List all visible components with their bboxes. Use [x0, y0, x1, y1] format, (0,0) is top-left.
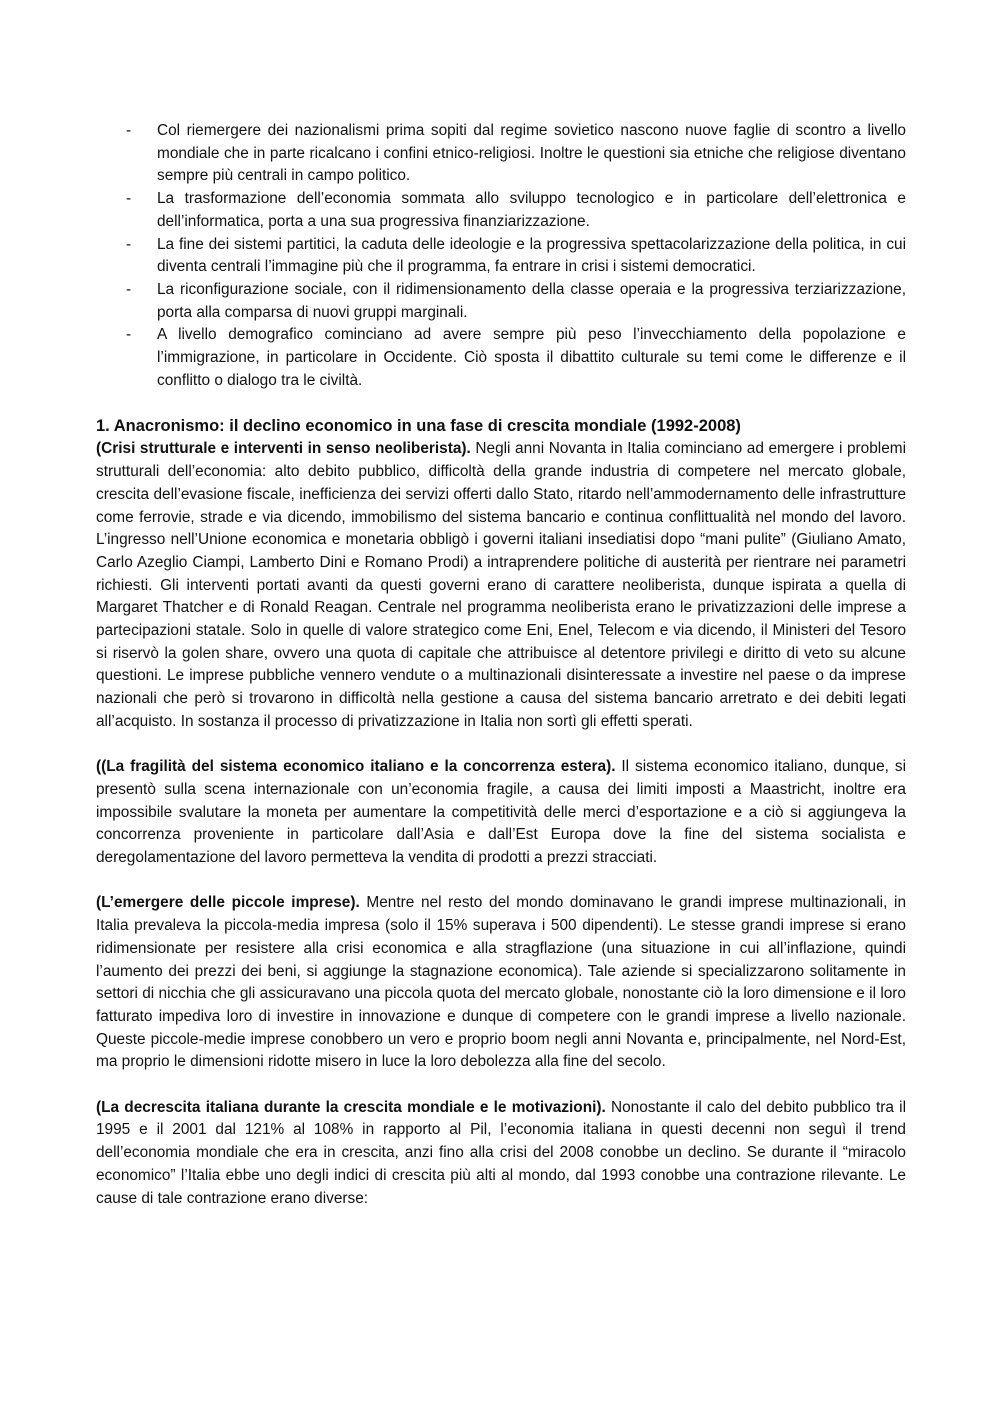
list-item-text: La trasformazione dell’economia sommata allo sviluppo tecnologico e in particolare dell’elettronica e dell’informatica, porta a una sua progressiva finanziarizzazione.	[157, 190, 906, 230]
bullet-list	[96, 120, 906, 392]
paragraph-privatizations	[96, 438, 906, 733]
list-item-text: A livello demografico cominciano ad avere sempre più peso l’invecchiamento della popolazione e l’immigrazione, in particolare in Occidente. Ciò sposta il dibattito culturale su temi come le differenze e il conflitto o dialogo tra le civiltà.	[157, 326, 906, 389]
list-item-text: La fine dei sistemi partitici, la caduta delle ideologie e la progressiva spettacolarizzazione della politica, in cui diventa centrali l’immagine più che il programma, fa entrare in crisi i sistemi democratici.	[157, 235, 906, 276]
paragraph-heading: (L’emergere delle piccole imprese).	[96, 894, 360, 912]
bullet-marker: -	[126, 122, 132, 139]
paragraph-body: Il sistema economico italiano, dunque, si presentò sulla scena internazionale con un’economia fragile, a causa dei limiti imposti a Maastricht, inoltre era impossibile svalutare la moneta per aumentare la competitività delle merci d’esportazione e a ciò si aggiungeva la concorrenza proveniente in particolare dall’Asia e dall’Est Europa dove la fine del sistema socialista e deregolamentazione del lavoro permetteva la vendita di prodotti a prezzi stracciati.	[96, 758, 906, 867]
paragraph-decline	[96, 1097, 906, 1211]
list-item	[96, 279, 906, 324]
paragraph-spacer	[96, 870, 906, 893]
header-mark	[480, 0, 520, 6]
paragraph-heading: ((La fragilità del sistema economico italiano e la concorrenza estera).	[96, 758, 616, 776]
list-item	[96, 324, 906, 392]
paragraph-body: Nonostante il calo del debito pubblico tra il 1995 e il 2001 dal 121% al 108% in rapporto al Pil, l’economia italiana in questi decenni non seguì il trend dell’economia mondiale che era in crescita, anzi fino alla crisi del 2008 conobbe un declino. Se durante il “miracolo economico” l’Italia ebbe uno degli indici di crescita più alti al mondo, dal 1993 conobbe una contrazione rilevante. Le cause di tale contrazione erano diverse:	[96, 1098, 906, 1207]
list-item	[96, 120, 906, 188]
section-title: 1. Anacronismo: il declino economico in una fase di crescita mondiale (1992-2008)	[96, 417, 741, 436]
paragraph-body: Mentre nel resto del mondo dominavano le grandi imprese multinazionali, in Italia prevaleva la piccola-media impresa (solo il 15% superava i 500 dipendenti). Le stesse grandi imprese si erano ridimensionate per resistere alla crisi economica e alla stragflazione (una situazione in cui all’inflazione, quindi l’aumento dei prezzi dei beni, si aggiunge la stagnazione economica). Tale aziende si specializzarono solitamente in settori di nicchia che gli assicuravano una piccola quota del mercato globale, nonostante ciò la loro dimensione e il loro fatturato impediva loro di investire in innovazione e dunque di competere con le grandi imprese a livello nazionale. Queste piccole-medie imprese conobbero un vero e proprio boom negli anni Novanta e, principalmente, nel Nord-Est, ma proprio le dimensioni ridotte misero in luce la loro debolezza alla fine del secolo.	[96, 894, 907, 1071]
bullet-marker: -	[126, 235, 132, 253]
paragraph-small-firms	[96, 892, 906, 1074]
list-item-text: La riconfigurazione sociale, con il ridimensionamento della classe operaia e la progressiva terziarizzazione, porta alla comparsa di nuovi gruppi marginali.	[157, 280, 906, 321]
list-item	[96, 234, 906, 279]
bullet-marker: -	[126, 190, 132, 208]
paragraph-spacer	[96, 734, 906, 757]
bullet-marker: -	[126, 326, 132, 344]
paragraph-heading: (La decrescita italiana durante la crescita mondiale e le motivazioni).	[96, 1098, 606, 1116]
bullet-marker: -	[126, 280, 132, 298]
paragraph-spacer	[96, 1074, 906, 1097]
paragraph-body: Negli anni Novanta in Italia cominciano ad emergere i problemi strutturali dell’economia: alto debito pubblico, difficoltà della grande industria di competere nel mercato globale, crescita dell’evasione fiscale, inefficienza dei servizi offerti dallo Stato, ritardo nell’ammodernamento delle infrastrutture come ferrovie, strade e via dicendo, immobilismo del sistema bancario e continua conflittualità nel mondo del lavoro. L’ingresso nell’Unione economica e monetaria obbligò i governi italiani insediatisi dopo “mani pulite” (Giuliano Amato, Carlo Azeglio Ciampi, Lamberto Dini e Romano Prodi) a intraprendere politiche di austerità per rientrare nei parametri richiesti. Gli interventi portati avanti da questi governi erano di carattere neoliberista, dunque ispirata a quella di Margaret Thatcher e di Ronald Reagan. Centrale nel programma neoliberista erano le privatizzazioni delle imprese a partecipazioni statale. Solo in quelle di valore strategico come Eni, Enel, Telecom e via dicendo, il Ministeri del Tesoro si riservò la golen share, ovvero una quota di capitale che attribuisce al detentore privilegi e diritto di veto su alcune questioni. Le imprese pubbliche vennero vendute o a multinazionali disinteressate a investire nel paese o da imprese nazionali che però si trovarono in difficoltà nella gestione a causa del sistema bancario arretrato e dei debiti legati all’acquisto. In sostanza il processo di privatizzazione in Italia non sortì gli effetti sperati.	[96, 440, 906, 730]
document-page	[96, 120, 906, 1210]
list-item	[96, 188, 906, 233]
paragraph-heading: (Crisi strutturale e interventi in senso neoliberista).	[96, 440, 471, 458]
paragraph-fragility	[96, 756, 906, 870]
list-item-text: Col riemergere dei nazionalismi prima sopiti dal regime sovietico nascono nuove faglie di scontro a livello mondiale che in parte ricalcano i confini etnico-religiosi. Inoltre le questioni sia etniche che religiose diventano sempre più centrali in campo politico.	[157, 122, 906, 185]
